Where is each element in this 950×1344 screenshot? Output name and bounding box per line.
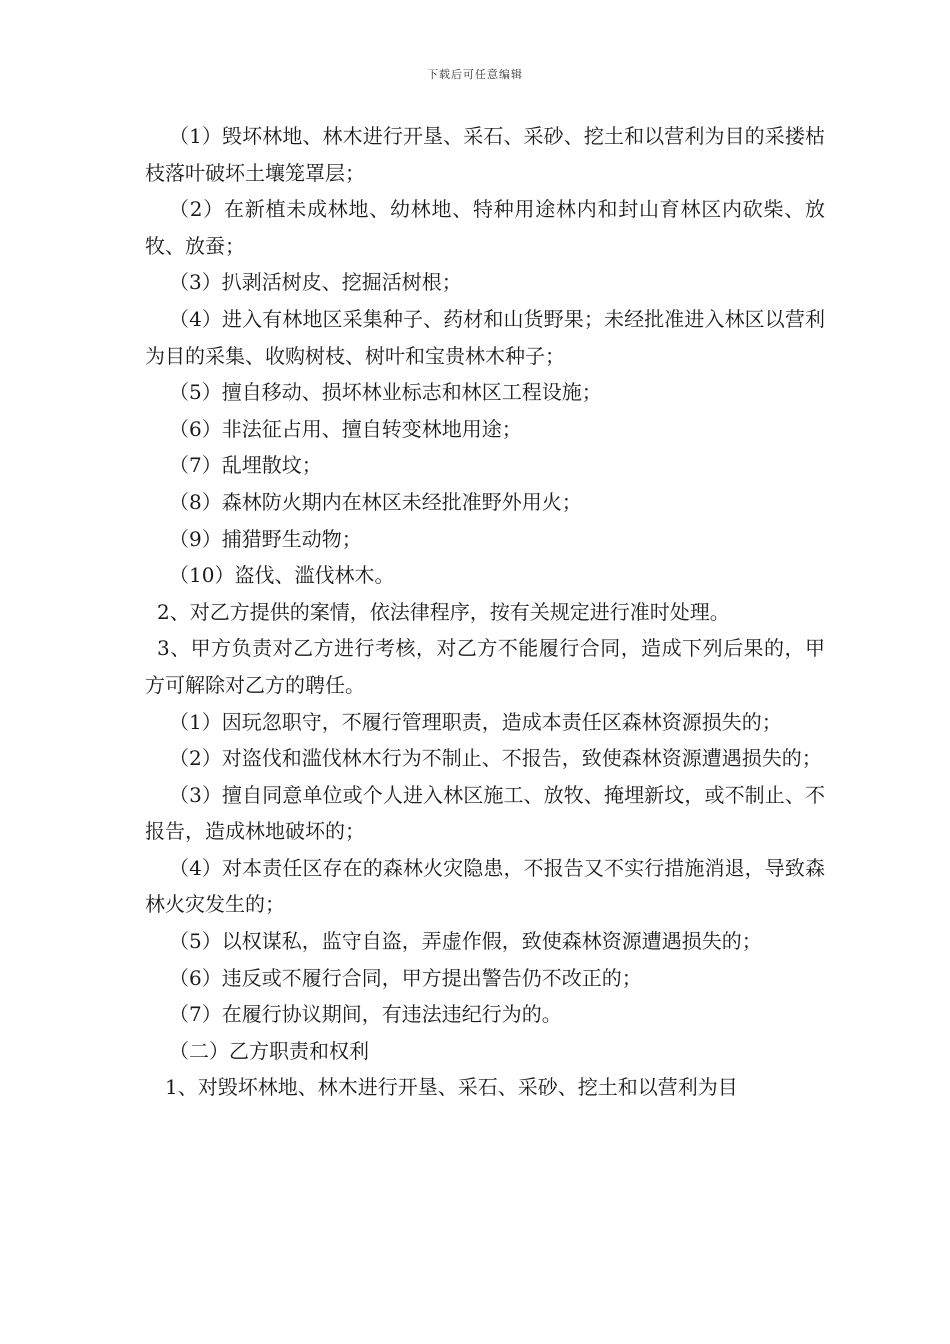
paragraph: （4）对本责任区存在的森林火灾隐患，不报告又不实行措施消退，导致森林火灾发生的； — [145, 855, 825, 917]
paragraph: （7）乱埋散坟； — [169, 453, 322, 478]
paragraph: （5）以权谋私，监守自盗，弄虚作假，致使森林资源遭遇损失的； — [169, 929, 762, 954]
paragraph: （2）在新植未成林地、幼林地、特种用途林内和封山育林区内砍柴、放牧、放蚕； — [145, 197, 825, 258]
paragraph: （6）违反或不履行合同，甲方提出警告仍不改正的； — [169, 965, 642, 990]
document-body — [145, 118, 825, 1106]
paragraph: （4）进入有林地区采集种子、药材和山货野果；未经批准进入林区以营利为目的采集、收购树枝、树叶和宝贵林木种子； — [145, 306, 825, 368]
paragraph: （3）擅自同意单位或个人进入林区施工、放牧、掩埋新坟，或不制止、不报告，造成林地破坏的； — [145, 782, 825, 844]
paragraph: （8）森林防火期内在林区未经批准野外用火； — [169, 489, 582, 514]
paragraph: （9）捕猎野生动物； — [169, 526, 362, 551]
paragraph: （7）在履行协议期间，有违法违纪行为的。 — [169, 1002, 562, 1027]
section-heading: （二）乙方职责和权利 — [169, 1038, 369, 1063]
paragraph: 3、甲方负责对乙方进行考核，对乙方不能履行合同，造成下列后果的，甲方可解除对乙方的聘任。 — [145, 636, 825, 697]
paragraph: （5）擅自移动、损坏林业标志和林区工程设施； — [169, 380, 602, 405]
paragraph: （2）对盗伐和滥伐林木行为不制止、不报告，致使森林资源遭遇损失的； — [169, 746, 822, 771]
paragraph: （10）盗伐、滥伐林木。 — [169, 563, 395, 588]
paragraph: （3）扒剥活树皮、挖掘活树根； — [169, 270, 462, 295]
paragraph: （1）毁坏林地、林木进行开垦、采石、采砂、挖土和以营利为目的采搂枯枝落叶破坏土壤笼罩层； — [145, 124, 825, 185]
paragraph: （6）非法征占用、擅自转变林地用途； — [169, 416, 522, 441]
paragraph: 2、对乙方提供的案情，依法律程序，按有关规定进行准时处理。 — [157, 599, 730, 624]
header-note: 下载后可任意编辑 — [427, 68, 523, 81]
paragraph: （1）因玩忽职守，不履行管理职责，造成本责任区森林资源损失的； — [169, 709, 782, 734]
paragraph: 1、对毁坏林地、林木进行开垦、采石、采砂、挖土和以营利为目 — [165, 1075, 738, 1100]
